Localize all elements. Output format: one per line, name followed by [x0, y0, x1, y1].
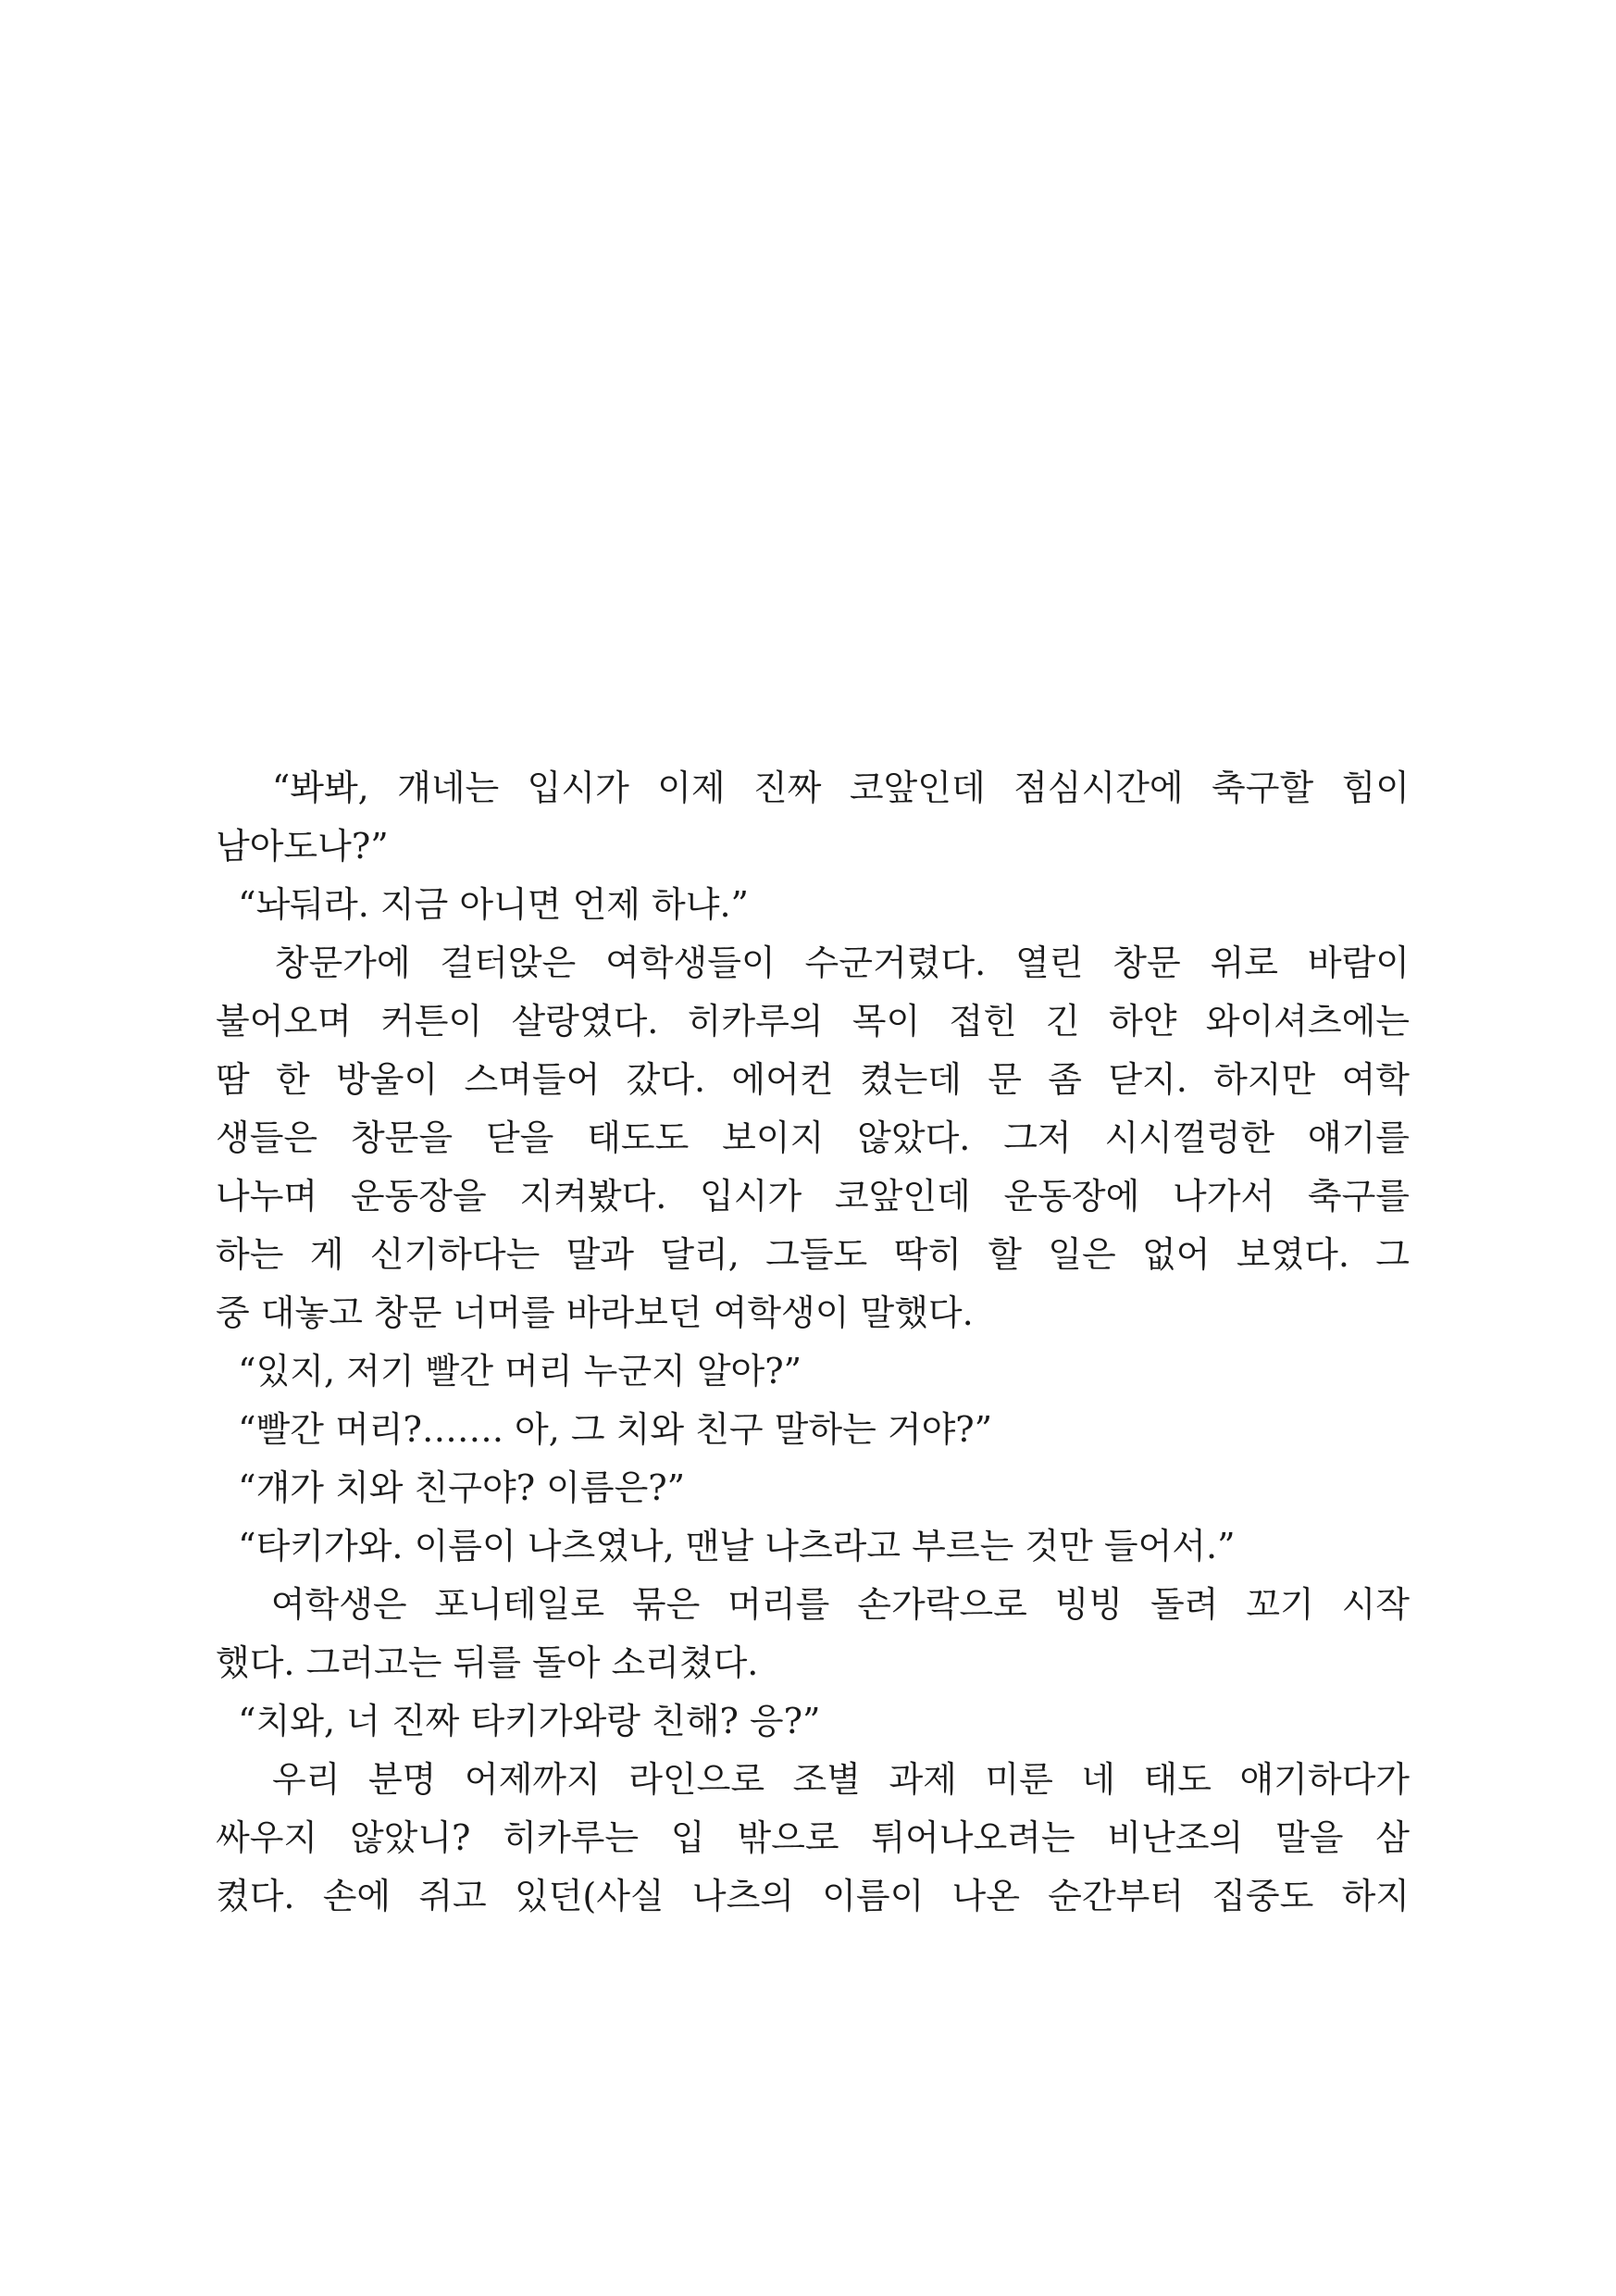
- text-line: “치와, 너 진짜 타키가와랑 친해? 응?”: [216, 1701, 821, 1741]
- text-line: 창문가에 걸터앉은 여학생들이 수군거렸다. 열린 창문 위로 바람이: [216, 942, 1410, 983]
- text-line: 싸우지 않았니? 히카루는 입 밖으로 튀어나오려는 비난조의 말을 삼: [216, 1817, 1410, 1858]
- text-line: “있지, 저기 빨간 머리 누군지 알아?”: [216, 1351, 802, 1391]
- text-line: 했다. 그러고는 뒤를 돌아 소리쳤다.: [216, 1642, 759, 1683]
- text-line: 남아도나?”: [216, 826, 389, 867]
- text-line: “빨간 머리?……. 아, 그 치와 친구 말하는 거야?”: [216, 1409, 993, 1450]
- text-line: “걔가 치와 친구야? 이름은?”: [216, 1467, 686, 1508]
- text-line: 켰다. 손에 쥐고 있던(사실 나츠의 이름이 나온 순간부터 집중도 하지: [216, 1876, 1410, 1916]
- text-line: 여학생은 포니테일로 묶은 머리를 손가락으로 빙빙 돌려 꼬기 시작: [216, 1584, 1410, 1625]
- text-line: 우리 분명 어제까지 라인으로 조별 과제 미룬 네 태도 얘기하다가: [216, 1759, 1410, 1800]
- text-line: 불어오며 커튼이 살랑였다. 히카루의 목이 접힌 긴 하얀 와이셔츠에는: [216, 1001, 1410, 1042]
- text-line: 생들은 창문을 닫을 태도도 보이지 않았다. 그저 시시껄렁한 얘기를: [216, 1117, 1410, 1158]
- text-line: 나누며 운동장을 지켜봤다. 입시가 코앞인데 운동장에 나가서 축구를: [216, 1176, 1410, 1217]
- text-line: “타키가와. 이름이 나츠였나, 맨날 나츠라고 부르는 것만 들어서.”: [216, 1526, 1236, 1566]
- text-line: 중 대놓고 창문 너머를 바라보던 여학생이 말했다.: [216, 1292, 974, 1333]
- text-line: “봐봐, 걔네는 입시가 이제 진짜 코앞인데 점심시간에 축구할 힘이: [216, 767, 1410, 808]
- text-line: 하는 게 신기하다는 말과 달리, 그들도 딱히 할 일은 없어 보였다. 그: [216, 1234, 1410, 1275]
- text-line: “놔둬라. 지금 아니면 언제 하냐.”: [216, 884, 749, 925]
- body-text: [216, 759, 1410, 1926]
- text-line: 땀 한 방울이 스며들어 갔다. 에어컨 켰는데 문 좀 닫지. 하지만 여학: [216, 1059, 1410, 1100]
